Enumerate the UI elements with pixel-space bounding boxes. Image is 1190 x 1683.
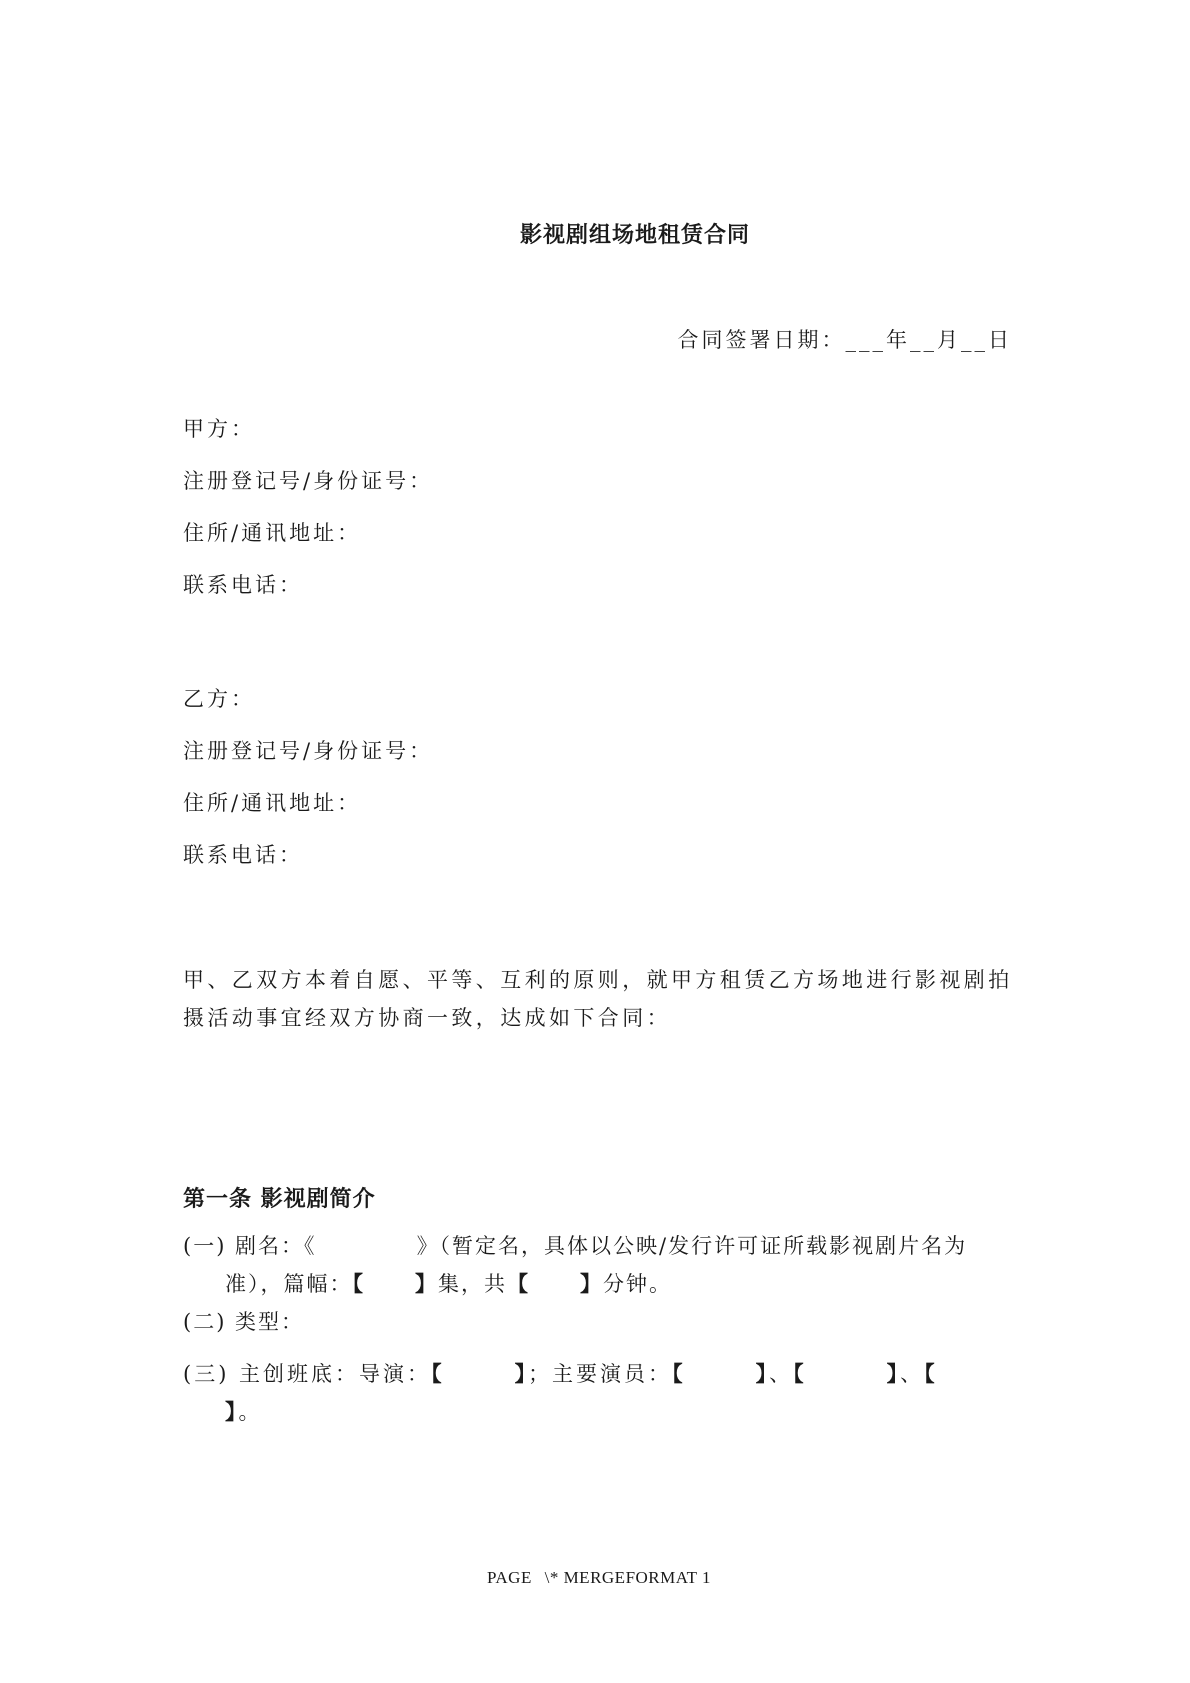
bracket-open: 【 [793, 1362, 807, 1386]
bracket-close: 】 [580, 1272, 603, 1296]
party-a-name-label: 甲方： [183, 417, 255, 441]
party-a-phone-label: 联系电话： [183, 573, 303, 597]
bracket-close: 】 [886, 1362, 901, 1386]
sign-date: 合同签署日期：___年__月__日 [677, 328, 1012, 352]
article-1-item-1 [183, 1227, 1013, 1303]
footer-field-code: \* MERGEFORMAT 1 [544, 1568, 711, 1587]
party-b-phone-label: 联系电话： [183, 843, 303, 867]
bracket-open: 【 [352, 1272, 365, 1296]
bracket-close: 】 [225, 1400, 239, 1424]
bracket-open: 【 [924, 1362, 938, 1386]
item-3-mid: ；主要演员： [528, 1362, 673, 1386]
party-a-id-label: 注册登记号/身份证号： [183, 469, 434, 493]
preamble-paragraph [183, 961, 1013, 1037]
article-1-item-3 [183, 1355, 1013, 1431]
item-1-line2-c: 分钟。 [603, 1272, 672, 1296]
bracket-close: 】 [415, 1272, 438, 1296]
item-1-mid: 》（暂定名，具体以公映/发行许可证所载影视剧片名为 [416, 1234, 968, 1258]
party-b-id-label: 注册登记号/身份证号： [183, 739, 434, 763]
preamble-line-1: 甲、乙双方本着自愿、平等、互利的原则，就甲方租赁乙方场地进行影视剧拍 [183, 968, 1013, 992]
item-3-prefix: (三) 主创班底：导演： [183, 1362, 432, 1386]
bracket-close: 】 [514, 1362, 529, 1386]
preamble-line-2: 摄活动事宜经双方协商一致，达成如下合同： [183, 1006, 671, 1030]
document-title: 影视剧组场地租赁合同 [519, 222, 750, 248]
party-b-name-label: 乙方： [183, 687, 255, 711]
bracket-open: 【 [431, 1362, 445, 1386]
party-a-address-label: 住所/通讯地址： [183, 521, 362, 545]
bracket-open: 【 [672, 1362, 686, 1386]
article-1-item-2 [183, 1303, 1013, 1341]
bracket-close: 】 [755, 1362, 770, 1386]
item-1-line2-b: 集，共 [438, 1272, 507, 1296]
separator: 、 [769, 1362, 794, 1386]
bracket-open: 【 [507, 1272, 530, 1296]
article-1-title: 第一条 影视剧简介 [183, 1186, 376, 1212]
footer-page-label: PAGE [487, 1568, 532, 1587]
item-1-prefix: (一) 剧名：《 [183, 1234, 317, 1258]
party-b-address-label: 住所/通讯地址： [183, 791, 362, 815]
page-footer [0, 1568, 1190, 1588]
separator: 、 [900, 1362, 925, 1386]
item-1-line2-a: 准），篇幅： [225, 1272, 353, 1296]
item-2-label: (二) 类型： [183, 1310, 305, 1334]
item-3-end: 。 [238, 1400, 263, 1424]
